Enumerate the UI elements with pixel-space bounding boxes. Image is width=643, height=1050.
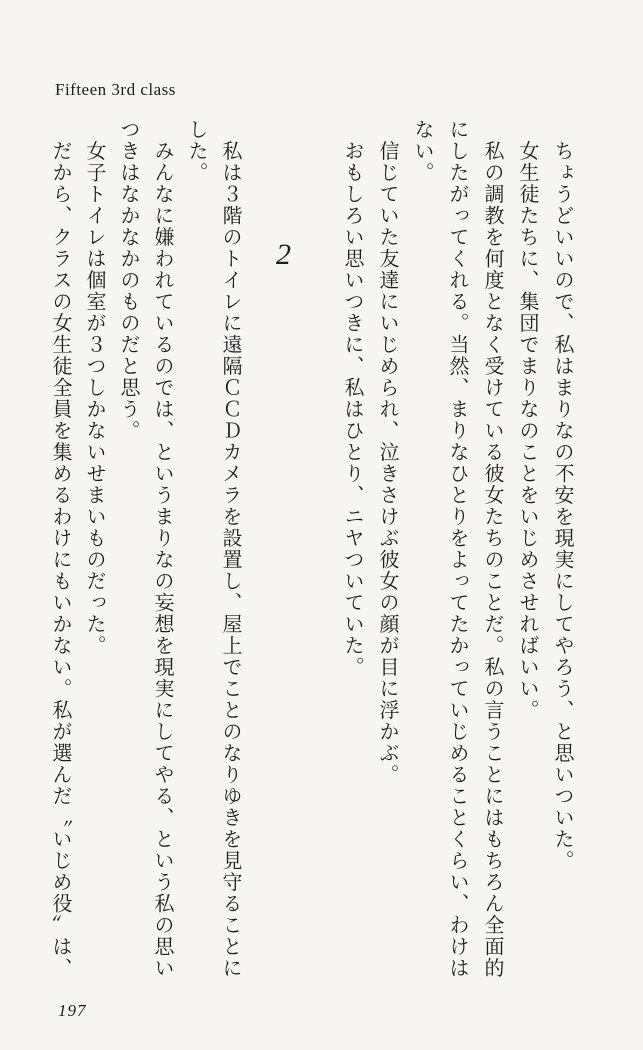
paragraph: だから、クラスの女生徒全員を集めるわけにもいかない。私が選んだ〝いじめ役〟は、 — [49, 119, 71, 979]
running-header: Fifteen 3rd class — [55, 80, 176, 99]
page-number: 197 — [58, 1001, 87, 1020]
paragraph: 私は３階のトイレに遠隔ＣＣＤカメラを設置し、屋上でことのなりゆきを見守ることにした。 — [185, 119, 241, 979]
paragraph: 私の調教を何度となく受けている彼女たちのことだ。私の言うことにはもちろん全面的にしたがってくれる。当然、まりなひとりをよってたかっていじめることくらい、わけはない。 — [411, 119, 503, 979]
paragraph: 女子トイレは個室が３つしかないせまいものだった。 — [83, 119, 105, 657]
paragraph: 女生徒たちに、集団でまりなのことをいじめさせればいい。 — [516, 119, 538, 721]
paragraph: ちょうどいいので、私はまりなの不安を現実にしてやろう、と思いついた。 — [551, 119, 573, 872]
text-block-left — [43, 119, 247, 985]
chapter-number: 2 — [276, 238, 291, 271]
paragraph: 信じていた友達にいじめられ、泣きさけぶ彼女の顔が目に浮かぶ。 — [376, 119, 398, 786]
text-block-right — [334, 119, 579, 985]
paragraph: おもしろい思いつきに、私はひとり、ニヤついていた。 — [341, 119, 363, 678]
paragraph: みんなに嫌われているのでは、というまりなの妄想を現実にしてやる、という私の思いつきはなかなかのものだと思う。 — [117, 119, 173, 979]
